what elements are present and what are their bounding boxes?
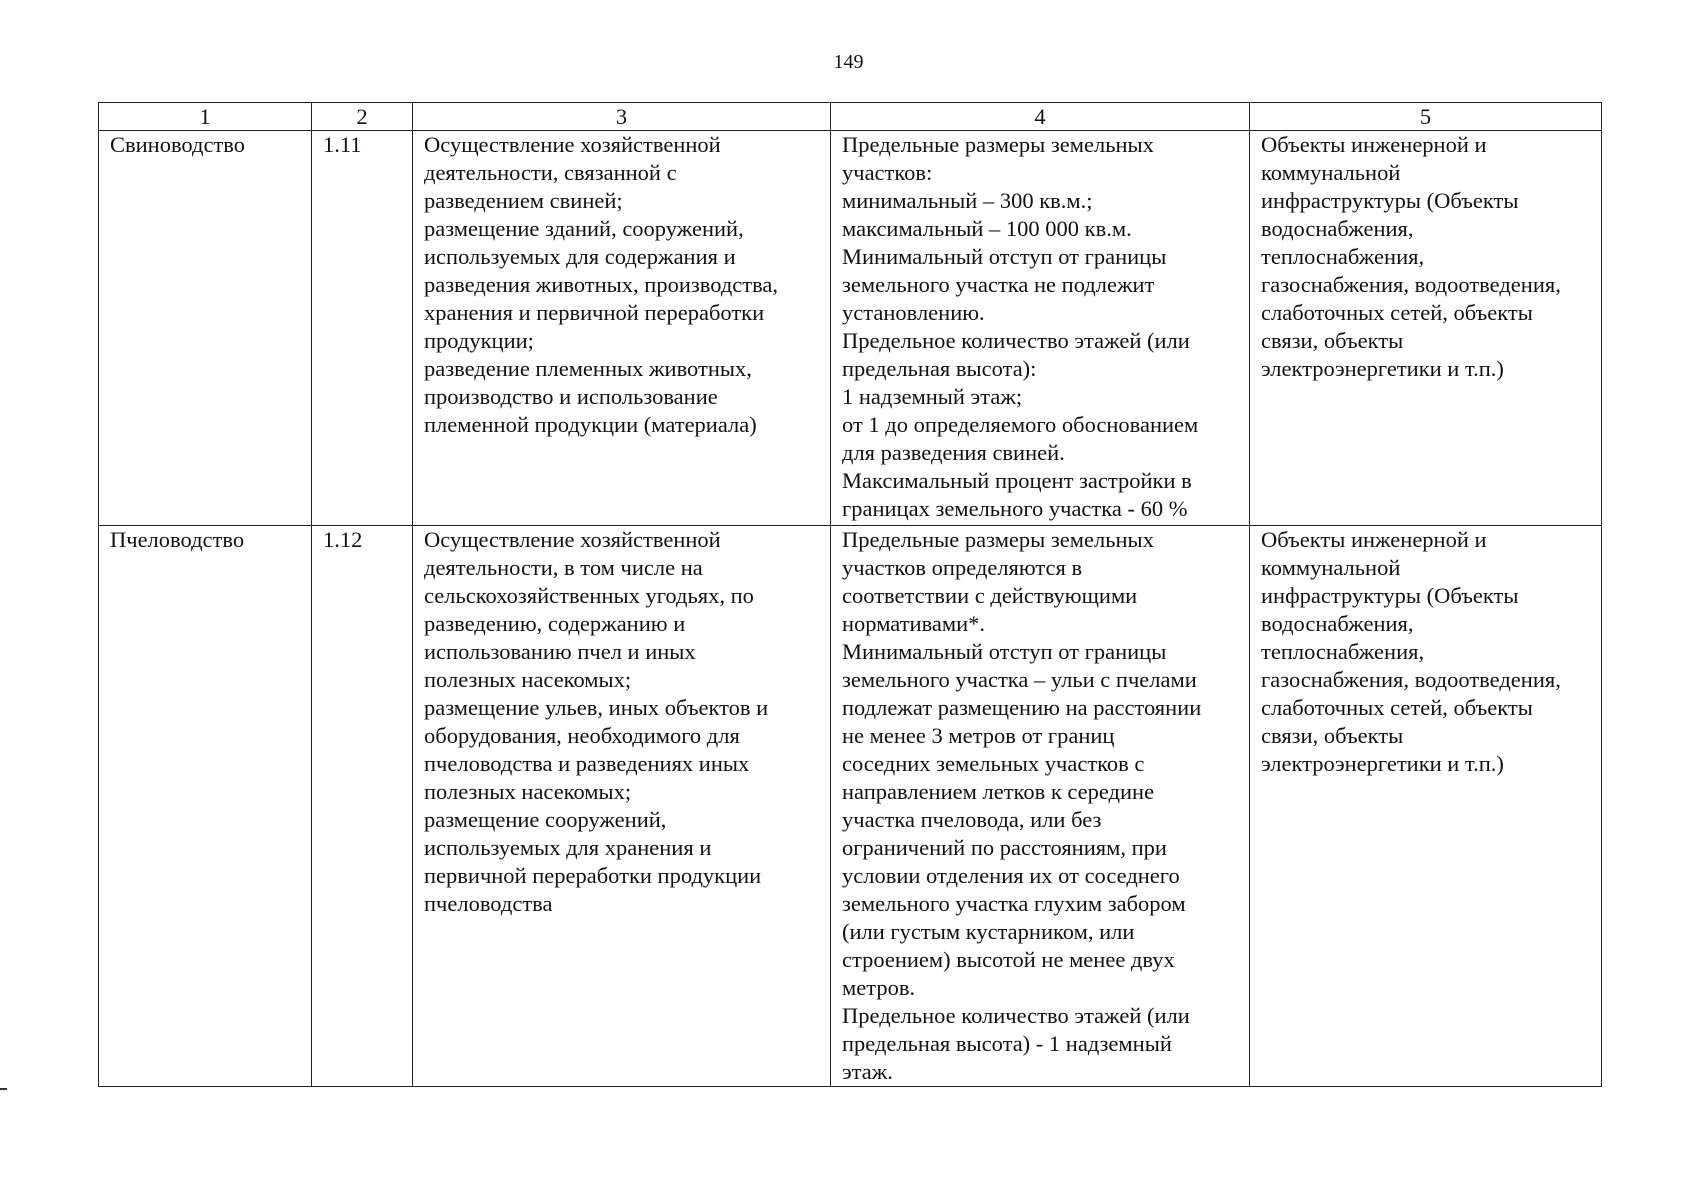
- column-header-1: 1: [99, 103, 312, 131]
- use-name-cell: [99, 131, 312, 526]
- auxiliary-objects: Объекты инженерной и коммунальной инфраструктуры (Объекты водоснабжения, теплоснабжения, газоснабжения, водоотведения, слаботочных сетей, объекты связи, объекты электроэнергетики и т.п.): [1261, 132, 1561, 381]
- use-description-cell: [413, 526, 831, 1087]
- column-header-3: 3: [413, 103, 831, 131]
- use-description-cell: [413, 131, 831, 526]
- use-parameters-cell: [831, 131, 1250, 526]
- column-header-2: 2: [312, 103, 413, 131]
- use-code: 1.11: [323, 132, 362, 157]
- table-row: [99, 131, 1602, 526]
- table-row: [99, 526, 1602, 1087]
- use-description: Осуществление хозяйственной деятельности, в том числе на сельскохозяйственных угодьях, по разведению, содержанию и использованию пчел и иных полезных насекомых; размещение ульев, иных объектов и оборудования, необходимого для пчеловодства и разведениях иных полезных насекомых; размещение сооружений, используемых для хранения и первичной переработки продукции пчеловодства: [424, 527, 769, 916]
- use-name: Свиноводство: [110, 132, 246, 157]
- page-number: 149: [833, 51, 864, 73]
- scan-edge-mark: [0, 1088, 7, 1090]
- column-header-4: 4: [831, 103, 1250, 131]
- use-code: 1.12: [323, 527, 363, 552]
- use-code-cell: [312, 131, 413, 526]
- land-use-table: [98, 102, 1602, 1087]
- use-description: Осуществление хозяйственной деятельности, связанной с разведением свиней; размещение зданий, сооружений, используемых для содержания и разведения животных, производства, хранения и первичной переработки продукции; разведение племенных животных, производство и использование племенной продукции (материала): [424, 132, 779, 437]
- use-code-cell: [312, 526, 413, 1087]
- use-parameters-cell: [831, 526, 1250, 1087]
- auxiliary-objects-cell: [1250, 131, 1602, 526]
- auxiliary-objects-cell: [1250, 526, 1602, 1087]
- use-parameters: Предельные размеры земельных участков определяются в соответствии с действующими нормативами*. Минимальный отступ от границы земельного участка – ульи с пчелами подлежат размещению на расстоянии не менее 3 метров от границ соседних земельных участков с направлением летков к середине участка пчеловода, или без ограничений по расстояниям, при условии отделения их от соседнего земельного участка глухим забором (или густым кустарником, или строением) высотой не менее двух метров. Предельное количество этажей (или предельная высота) - 1 надземный этаж.: [842, 527, 1202, 1084]
- use-name: Пчеловодство: [110, 527, 245, 552]
- column-header-5: 5: [1250, 103, 1602, 131]
- table-header-row: [99, 103, 1602, 131]
- use-parameters: Предельные размеры земельных участков: минимальный – 300 кв.м.; максимальный – 100 000 кв.м. Минимальный отступ от границы земельного участка не подлежит установлению. Предельное количество этажей (или предельная высота): 1 надземный этаж; от 1 до определяемого обоснованием для разведения свиней. Максимальный процент застройки в границах земельного участка - 60 %: [842, 132, 1199, 521]
- use-name-cell: [99, 526, 312, 1087]
- auxiliary-objects: Объекты инженерной и коммунальной инфраструктуры (Объекты водоснабжения, теплоснабжения, газоснабжения, водоотведения, слаботочных сетей, объекты связи, объекты электроэнергетики и т.п.): [1261, 527, 1561, 776]
